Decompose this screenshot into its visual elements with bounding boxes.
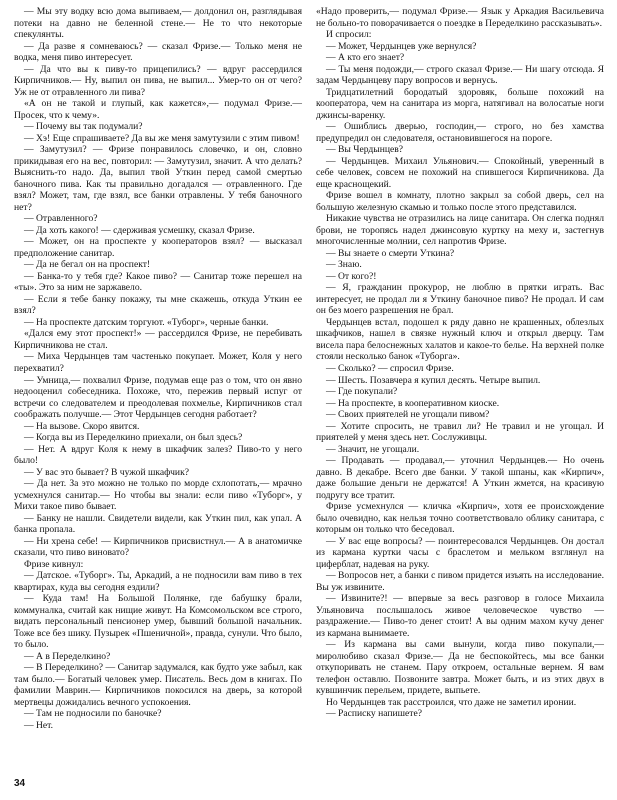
paragraph: — Нет. xyxy=(24,719,54,731)
paragraph: — Вопросов нет, а банки с пивом придется изъять на исследование. Вы уж извините. xyxy=(316,570,604,593)
paragraph: — Ошиблись дверью, господин,— строго, но без хамства предупредил он следователя, остановившегося на пороге. xyxy=(316,121,604,144)
paragraph: — Я, гражданин прокурор, не люблю в прятки играть. Вас интересует, не продал ли я Уткину баночное пиво? Не продал. И сам он без моего разрешения не брал. xyxy=(316,282,604,317)
paragraph: — Да нет. За это можно не только по морде схлопотать,— мрачно усмехнулся санитар.— Но чтобы вы знали: если пиво «Туборг», у Михи такое пиво бывает. xyxy=(14,478,302,513)
paragraph: — Нет. А вдруг Коля к нему в шкафчик залез? Пиво-то у него было! xyxy=(14,443,302,467)
paragraph: «А он не такой и глупый, как кажется»,— подумал Фризе.— Просек, что к чему». xyxy=(14,98,302,121)
paragraph: — Из кармана вы сами вынули, когда пиво покупали,— миролюбиво сказал Фризе.— Да не беспокойтесь, мы все банки откупоривать не станем. Пару откроем, остальные вернем. Я вам телефон оставлю. Позвоните завтра. Может быть, и из этих двух в кувшинчик перельем, придете, выпьете. xyxy=(316,639,604,697)
paragraph: — Ни хрена себе! — Кирпичников присвистнул.— А в анатомичке сказали, что пиво виновато? xyxy=(14,535,302,559)
paragraph: — Когда вы из Переделкино приехали, он был здесь? xyxy=(24,432,243,444)
paragraph: — Если я тебе банку покажу, ты мне скажешь, откуда Уткин ее взял? xyxy=(14,293,302,317)
paragraph: — Знаю. xyxy=(326,259,362,271)
paragraph: Но Чердынцев так расстроился, что даже не заметил иронии. xyxy=(326,696,577,708)
paragraph: — Банка-то у тебя где? Какое пиво? — Санитар тоже перешел на «ты». Это за ним не заржавело. xyxy=(14,270,302,294)
paragraph: — Да что вы к пиву-то прицепились? — вдруг рассердился Кирпичников.— Ну, выпил он пива, не выпил... Умер-то он от чего? Уж не от отравленного ли пива? xyxy=(14,63,302,98)
paragraph: Фризе вошел в комнату, плотно закрыл за собой дверь, сел на большую железную скамью и только после этого представился. xyxy=(316,190,604,213)
paragraph: — На проспекте датским торгуют. «Туборг», черные банки. xyxy=(24,316,269,328)
paragraph: Фризе усмехнулся — кличка «Кирпич», хотя ее происхождение было очевидно, как нельзя точно соответствовало облику санитара, с которым он только что беседовал. xyxy=(316,501,604,536)
paragraph: — Мы эту водку всю дома выпиваем,— долдонил он, разглядывая потеки на давно не беленной стене.— Не то что некоторые спекулянты. xyxy=(14,6,302,41)
paragraph: — Своих приятелей не угощали пивом? xyxy=(326,409,490,421)
paragraph: — От кого?! xyxy=(326,270,377,282)
paragraph: — Да не бегал он на проспект! xyxy=(24,259,151,271)
paragraph: — А в Переделкино? xyxy=(24,650,111,662)
paragraph: — В Переделкино? — Санитар задумался, как будто уже забыл, как там было.— Богатый человек умер. Писатель. Весь дом в книгах. По фамилии Маврин.— Кирпичников покосился на дверь, за которой мертвецы дожидались вечного успокоения. xyxy=(14,662,302,708)
paragraph: — Банку не нашли. Свидетели видели, как Уткин пил, как упал. А банка пропала. xyxy=(14,512,302,536)
paragraph: Фризе кивнул: xyxy=(24,558,84,570)
paragraph: — Хэ! Еще спрашиваете? Да вы же меня замутузили с этим пивом! xyxy=(24,132,300,144)
paragraph: — Извините?! — впервые за весь разговор в голосе Михаила Ульяновича послышалось живое человеческое чувство — раздражение.— Пиво-то денег стоит! А вы одним махом кучу денег из кармана вынимаете. xyxy=(316,593,604,639)
paragraph: — Там не подносили по баночке? xyxy=(24,708,162,720)
paragraph: — Замутузил? — Фризе понравилось словечко, и он, словно прикидывая его на вес, повторил: — Замутузил, значит. А что делать? Выяснить-то надо. Да, выпил твой Уткин перед самой смертью баночного пива. Как ты правильно догадался — отравленного. Где взял? Может, там, где взял, все банки отравлены. У тебя баночного нет? xyxy=(14,144,302,213)
paragraph: — Хотите спросить, не травил ли? Не травил и не угощал. И приятелей у меня здесь нет. Сослуживцы. xyxy=(316,420,604,444)
paragraph: — Продавать — продавал,— уточнил Чердынцев.— Но очень давно. В декабре. Всего две банки. У такой шпаны, как «Кирпич», даже большие деньги не держатся! А Уткин жмется, на красивую подругу все тратит. xyxy=(316,455,604,501)
paragraph: «Дался ему этот проспект!» — рассердился Фризе, не перебивать Кирпичникова не стал. xyxy=(14,328,302,351)
paragraph: Чердынцев встал, подошел к ряду давно не крашенных, облезлых шкафчиков, нашел в связке нужный ключ и открыл дверцу. Там висела пара белоснежных халатов и какое-то белье. На верхней полке стояли несколько банок «Туборга». xyxy=(316,316,604,363)
paragraph: — Отравленного? xyxy=(24,213,98,225)
paragraph: — Миха Чердынцев там частенько покупает. Может, Коля у него перехватил? xyxy=(14,351,302,374)
paragraph: — Умница,— похвалил Фризе, подумав еще раз о том, что он явно недооценил собеседника. Похоже, что, пережив первый испуг от встречи со следователем и преодолевая похмелье, Кирпичников стал соображать получше.— Этот Чердынцев сегодня работает? xyxy=(14,374,302,421)
paragraph: — Почему вы так подумали? xyxy=(24,121,143,133)
paragraph: — Да разве я сомневаюсь? — сказал Фризе.— Только меня не водка, меня пиво интересует. xyxy=(14,40,302,64)
paragraph: — Ты меня подожди,— строго сказал Фризе.— Ни шагу отсюда. Я задам Чердынцеву пару вопросов и вернусь. xyxy=(316,63,604,87)
paragraph: — У вас еще вопросы? — поинтересовался Чердынцев. Он достал из кармана куртки часы с браслетом и мельком взглянул на циферблат, надевая на руку. xyxy=(316,535,604,570)
paragraph: — Расписку напишете? xyxy=(326,708,422,720)
paragraph: — Вы Чердынцев? xyxy=(326,144,404,156)
paragraph: И спросил: xyxy=(326,29,372,41)
paragraph: — А кто его знает? xyxy=(326,52,405,64)
paragraph: — У вас это бывает? В чужой шкафчик? xyxy=(24,466,189,478)
paragraph: — Где покупали? xyxy=(326,386,398,398)
paragraph: — На вызове. Скоро явится. xyxy=(24,420,140,432)
left-column xyxy=(14,6,302,731)
paragraph: Тридцатилетний бородатый здоровяк, больше похожий на кооператора, чем на санитара из морга, натягивал на волосатые ноги джинсы-варенку. xyxy=(316,86,604,121)
paragraph: Никакие чувства не отразились на лице санитара. Он слегка поднял брови, не торопясь надел джинсовую куртку на меху и, застегнув многочисленные молнии, сел напротив Фризе. xyxy=(316,213,604,248)
paragraph: «Надо проверить,— подумал Фризе.— Язык у Аркадия Васильевича не больно-то поворачивается о поездке в Переделкино рассказывать». xyxy=(316,6,604,29)
paragraph: — Сколько? — спросил Фризе. xyxy=(326,362,454,374)
paragraph: — Куда там! На Большой Полянке, где бабушку брали, коммуналка, считай как нищие живут. На Комсомольском все строго, видать персональный пенсионер умер, бывший большой начальник. Тоже все без шику. Пузырек «Пшеничной», правда, сунули. Что было, то было. xyxy=(14,593,302,651)
paragraph: — Значит, не угощали. xyxy=(326,443,420,455)
paragraph: — На проспекте, в кооперативном киоске. xyxy=(326,397,500,409)
page-number: 34 xyxy=(14,778,26,789)
paragraph: — Вы знаете о смерти Уткина? xyxy=(326,247,455,259)
right-column xyxy=(316,6,604,720)
paragraph: — Может, он на проспекте у кооператоров взял? — высказал предположение санитар. xyxy=(14,236,302,259)
paragraph: — Шесть. Позавчера я купил десять. Четыре выпил. xyxy=(326,374,541,386)
paragraph: — Да хоть какого! — сдерживая усмешку, сказал Фризе. xyxy=(24,224,255,236)
paragraph: — Может, Чердынцев уже вернулся? xyxy=(326,40,477,52)
paragraph: — Датское. «Туборг». Ты, Аркадий, а не подносили вам пиво в тех квартирах, куда вы сегодня ездили? xyxy=(14,570,302,593)
paragraph: — Чердынцев. Михаил Ульянович.— Спокойный, уверенный в себе человек, совсем не похожий на спившегося Кирпичникова. Да еще краснощекий. xyxy=(316,155,604,190)
